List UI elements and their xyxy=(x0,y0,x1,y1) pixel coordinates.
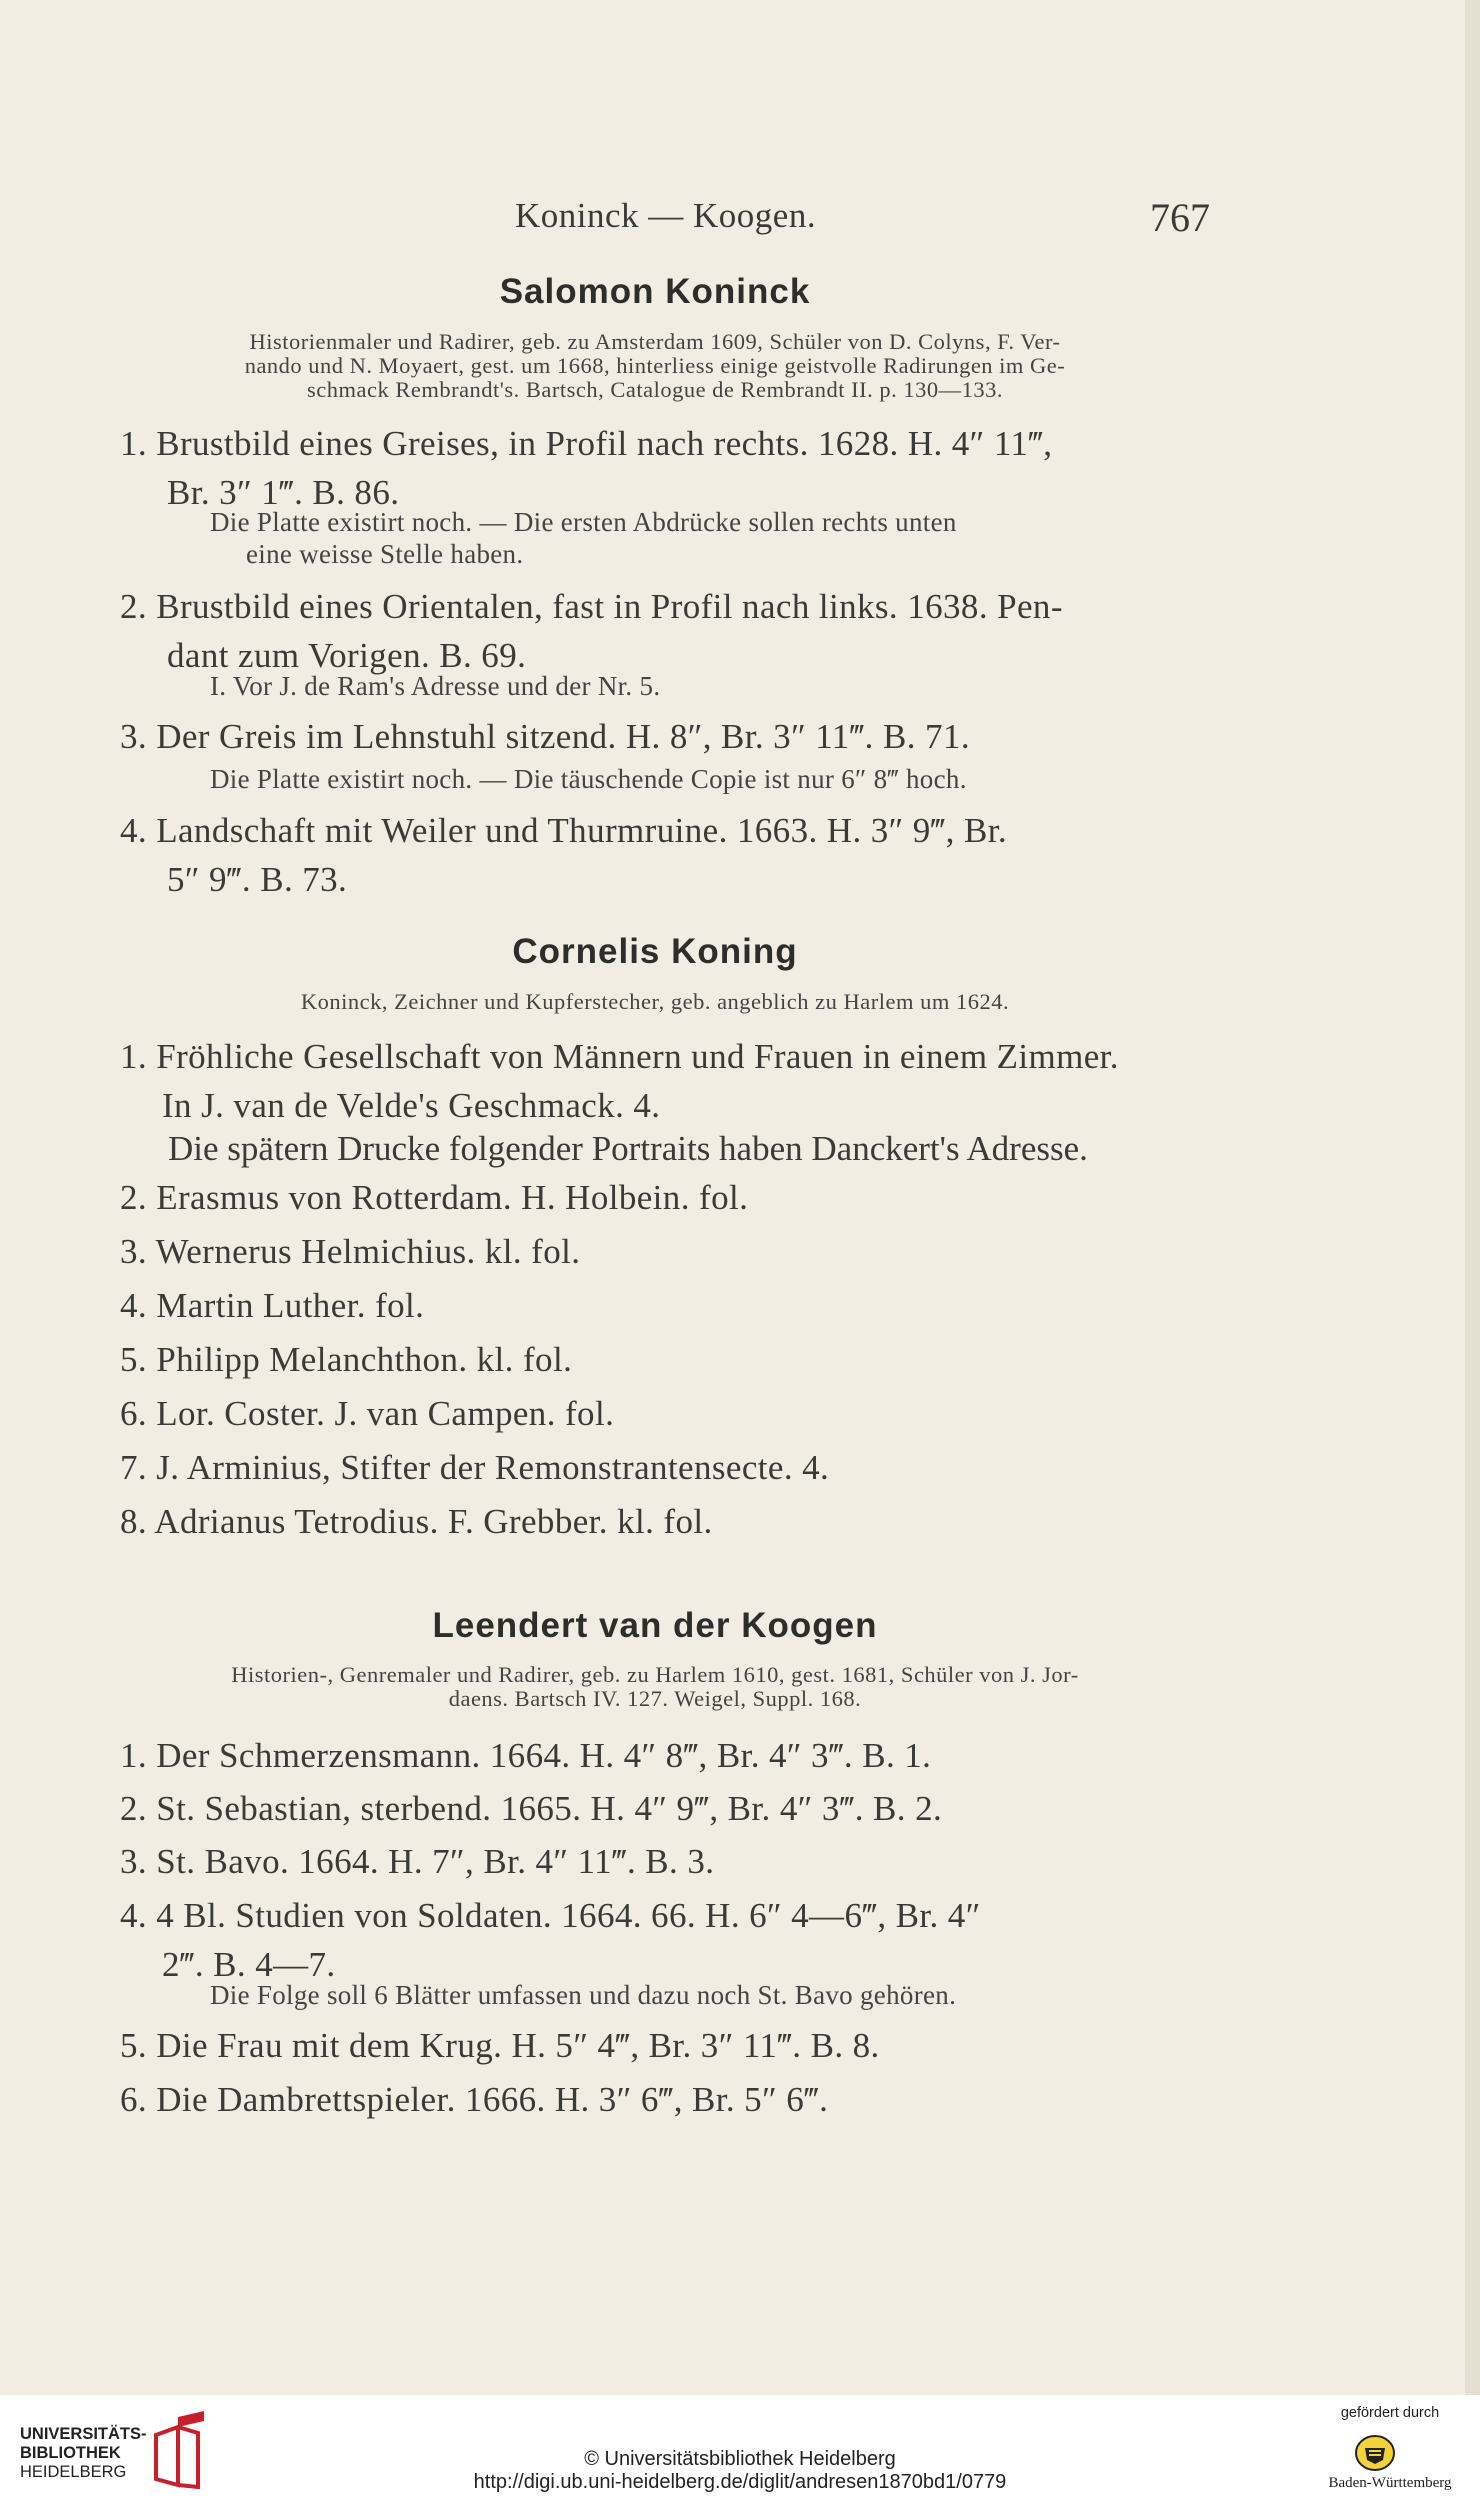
entry-line: 7. J. Arminius, Stifter der Remonstrantensecte. 4. xyxy=(120,1448,830,1487)
state-emblem-icon xyxy=(1355,2433,1395,2473)
catalogue-entry-4 xyxy=(120,1281,424,1330)
entry-line: 5. Die Frau mit dem Krug. H. 5″ 4‴, Br. 3″ 11‴. B. 8. xyxy=(120,2026,880,2065)
catalogue-entry-8 xyxy=(120,1497,713,1546)
section-heading-salomon-koninck: Salomon Koninck xyxy=(499,272,811,311)
entry-line: 6. Lor. Coster. J. van Campen. fol. xyxy=(120,1394,615,1433)
note-line: Die Folge soll 6 Blätter umfassen und dazu noch St. Bavo gehören. xyxy=(210,1980,957,2010)
catalogue-note xyxy=(210,670,660,702)
entry-line: 4. Martin Luther. fol. xyxy=(120,1286,425,1325)
entry-line: 4. 4 Bl. Studien von Soldaten. 1664. 66. H. 6″ 4—6‴, Br. 4″ xyxy=(120,1896,981,1935)
entry-line: 2‴. B. 4—7. xyxy=(162,1945,336,1984)
page-number: 767 xyxy=(1150,195,1210,240)
entry-line: 1. Der Schmerzensmann. 1664. H. 4″ 8‴, Br. 4″ 3‴. B. 1. xyxy=(120,1736,932,1775)
entry-line: 5. Philipp Melanchthon. kl. fol. xyxy=(120,1340,573,1379)
catalogue-intro: Die spätern Drucke folgender Portraits haben Danckert's Adresse. xyxy=(168,1129,1088,1168)
copyright-text: © Universitätsbibliothek Heidelberg xyxy=(584,2448,896,2470)
catalogue-entry-3 xyxy=(120,1837,714,1886)
section-bio-leendert-van-der-koogen xyxy=(130,1663,1180,1711)
catalogue-entry-1 xyxy=(120,1032,1119,1130)
funder-name: Baden-Württemberg xyxy=(1328,2475,1452,2491)
entry-line: 5″ 9‴. B. 73. xyxy=(167,860,348,899)
catalogue-entry-5 xyxy=(120,1335,572,1384)
entry-line: 3. Wernerus Helmichius. kl. fol. xyxy=(120,1232,581,1271)
catalogue-note xyxy=(210,1979,956,2011)
entry-line: 1. Fröhliche Gesellschaft von Männern und Frauen in einem Zimmer. xyxy=(120,1037,1119,1076)
bio-line: daens. Bartsch IV. 127. Weigel, Suppl. 168. xyxy=(448,1686,862,1711)
entry-line: 6. Die Dambrettspieler. 1666. H. 3″ 6‴, Br. 5″ 6‴. xyxy=(120,2080,829,2119)
catalogue-entry-3 xyxy=(120,1227,580,1276)
bio-line: schmack Rembrandt's. Bartsch, Catalogue de Rembrandt II. p. 130—133. xyxy=(306,377,1004,402)
entry-line: 2. St. Sebastian, sterbend. 1665. H. 4″ 9‴, Br. 4″ 3‴. B. 2. xyxy=(120,1789,943,1828)
page-header xyxy=(0,196,1480,246)
catalogue-entry-3 xyxy=(120,712,970,761)
library-name-line: HEIDELBERG xyxy=(20,2463,127,2481)
catalogue-entry-6 xyxy=(120,2075,828,2124)
catalogue-entry-1 xyxy=(120,419,1052,517)
bio-line: Historienmaler und Radirer, geb. zu Amsterdam 1609, Schüler von D. Colyns, F. Ver- xyxy=(249,329,1061,354)
note-line: Die Platte existirt noch. — Die ersten Abdrücke sollen rechts unten xyxy=(210,507,957,537)
section-heading-cornelis-koning: Cornelis Koning xyxy=(512,932,798,971)
note-line: Die Platte existirt noch. — Die täuschende Copie ist nur 6″ 8‴ hoch. xyxy=(210,764,967,794)
bio-line: Koninck, Zeichner und Kupferstecher, geb. angeblich zu Harlem um 1624. xyxy=(300,989,1010,1014)
section-bio-cornelis-koning xyxy=(130,990,1180,1014)
library-name-line: BIBLIOTHEK xyxy=(20,2444,121,2462)
note-line: eine weisse Stelle haben. xyxy=(246,539,524,569)
catalogue-entry-6 xyxy=(120,1389,614,1438)
catalogue-entry-2 xyxy=(120,1784,942,1833)
catalogue-entry-2 xyxy=(120,1173,748,1222)
bio-line: nando und N. Moyaert, gest. um 1668, hinterliess einige geistvolle Radirungen im Ge- xyxy=(244,353,1066,378)
catalogue-entry-5 xyxy=(120,2021,880,2070)
catalogue-entry-4 xyxy=(120,806,1007,904)
library-name-line: UNIVERSITÄTS- xyxy=(20,2425,147,2443)
catalogue-entry-2 xyxy=(120,582,1063,680)
funding-label: gefördert durch xyxy=(1340,2405,1440,2421)
catalogue-entry-7 xyxy=(120,1443,829,1492)
entry-line: dant zum Vorigen. B. 69. xyxy=(167,636,527,675)
entry-line: 4. Landschaft mit Weiler und Thurmruine. 1663. H. 3″ 9‴, Br. xyxy=(120,811,1007,850)
catalogue-note xyxy=(210,506,957,570)
page-edge xyxy=(1465,0,1480,2395)
section-bio-salomon-koninck xyxy=(130,330,1180,402)
entry-line: In J. van de Velde's Geschmack. 4. xyxy=(162,1086,661,1125)
note-line: I. Vor J. de Ram's Adresse und der Nr. 5. xyxy=(210,671,661,701)
entry-line: 2. Brustbild eines Orientalen, fast in Profil nach links. 1638. Pen- xyxy=(120,587,1063,626)
entry-line: 3. St. Bavo. 1664. H. 7″, Br. 4″ 11‴. B. 3. xyxy=(120,1842,715,1881)
digitization-footer xyxy=(0,2395,1480,2500)
entry-line: Br. 3″ 1‴. B. 86. xyxy=(167,473,400,512)
bio-line: Historien-, Genremaler und Radirer, geb. zu Harlem 1610, gest. 1681, Schüler von J. Jor- xyxy=(231,1662,1079,1687)
running-title: Koninck — Koogen. xyxy=(515,196,817,235)
entry-line: 8. Adrianus Tetrodius. F. Grebber. kl. fol. xyxy=(120,1502,713,1541)
entry-line: 1. Brustbild eines Greises, in Profil nach rechts. 1628. H. 4″ 11‴, xyxy=(120,424,1053,463)
catalogue-entry-4 xyxy=(120,1891,981,1989)
copyright-notice xyxy=(0,2448,1480,2494)
entry-line: 3. Der Greis im Lehnstuhl sitzend. H. 8″, Br. 3″ 11‴. B. 71. xyxy=(120,717,970,756)
entry-line: 2. Erasmus von Rotterdam. H. Holbein. fol. xyxy=(120,1178,749,1217)
source-url[interactable]: http://digi.ub.uni-heidelberg.de/diglit/andresen1870bd1/0779 xyxy=(473,2471,1007,2493)
catalogue-note xyxy=(210,763,967,795)
catalogue-entry-1 xyxy=(120,1731,931,1780)
section-heading-leendert-van-der-koogen: Leendert van der Koogen xyxy=(432,1606,878,1645)
